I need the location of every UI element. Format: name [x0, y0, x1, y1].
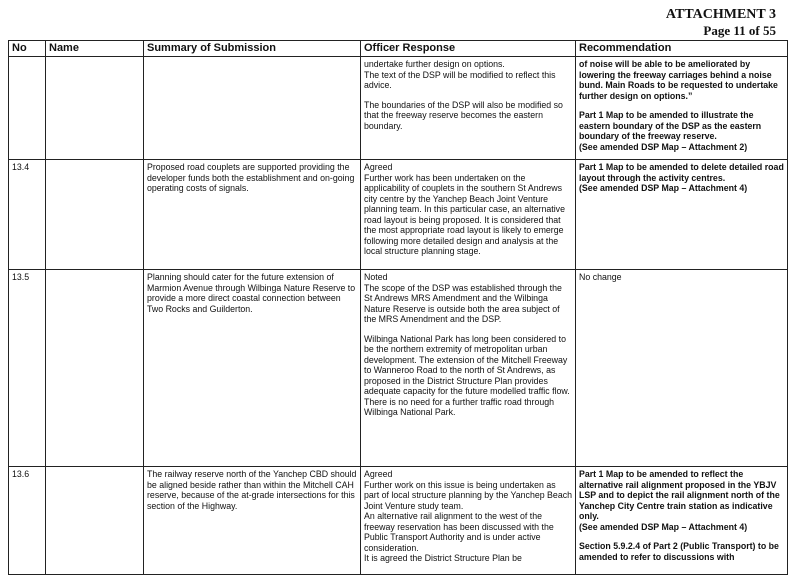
cell-no: [9, 467, 46, 575]
cell-summary: [144, 160, 361, 270]
cell-summary-paragraph: The railway reserve north of the Yanchep CBD should be aligned beside rather than within the Mitchell CAH reserve, because of the at-grade intersections for this section of the Highway.: [147, 469, 357, 511]
cell-recommendation-paragraph: Section 5.9.2.4 of Part 2 (Public Transport) to be amended to refer to discussions with: [579, 541, 779, 562]
cell-name: [46, 270, 144, 467]
cell-recommendation-paragraph: No change: [579, 272, 622, 282]
cell-response-paragraph: The boundaries of the DSP will also be modified so that the freeway reserve becomes the eastern boundary.: [364, 99, 563, 131]
table-row: [9, 57, 788, 160]
cell-recommendation: [576, 270, 788, 467]
cell-no: [9, 270, 46, 467]
table-body: [9, 57, 788, 575]
cell-no: [9, 57, 46, 160]
column-header-recommendation: Recommendation: [576, 41, 788, 57]
cell-recommendation: [576, 160, 788, 270]
cell-summary-paragraph: Planning should cater for the future extension of Marmion Avenue through Wilbinga Nature Reserve to provide a more direct coastal connection between Two Rocks and Guilderton.: [147, 272, 356, 314]
cell-no-paragraph: 13.5: [12, 272, 30, 282]
cell-recommendation-paragraph: Part 1 Map to be amended to illustrate the eastern boundary of the DSP as the eastern boundary of the freeway reserve. (See amended DSP Map – Attachment 2): [579, 110, 762, 152]
attachment-label: ATTACHMENT 3: [665, 7, 776, 22]
cell-summary-paragraph: Proposed road couplets are supported providing the developer funds both the establishment and on-going operating costs of signals.: [147, 162, 355, 193]
cell-name: [46, 57, 144, 160]
cell-no: [9, 160, 46, 270]
table-row: [9, 160, 788, 270]
cell-response-paragraph: Noted The scope of the DSP was established through the St Andrews MRS Amendment and the Wilbinga Nature Reserve is outside both the area subject of the MRS Amendment and the DSP.: [364, 272, 562, 324]
cell-recommendation-paragraph: Part 1 Map to be amended to reflect the alternative rail alignment proposed in the YBJV LSP and to depict the rail alignment north of the Yanchep City Centre train station as indicative only. (See amended DSP Map – Attachment 4): [579, 469, 780, 532]
column-header-response: Officer Response: [361, 41, 576, 57]
cell-response-paragraph: Wilbinga National Park has long been considered to be the northern extremity of metropolitan urban development. The extension of the Mitchell Freeway to Wanneroo Road to the north of St Andrews, as proposed in the District Structure Plan provides adequate capacity for the future modelled traffic flow. There is no need for a further traffic road through Wilbinga National Park.: [364, 333, 570, 417]
table-header-row: [9, 41, 788, 57]
cell-response: [361, 270, 576, 467]
cell-recommendation-paragraph: of noise will be able to be ameliorated by lowering the freeway carriages behind a noise bund. Main Roads to be requested to undertake further design on options.”: [579, 59, 778, 101]
cell-recommendation-paragraph: Part 1 Map to be amended to delete detailed road layout through the activity centres. (See amended DSP Map – Attachment 4): [579, 162, 784, 193]
cell-response: [361, 160, 576, 270]
cell-summary: [144, 467, 361, 575]
cell-recommendation: [576, 467, 788, 575]
table-row: [9, 270, 788, 467]
cell-response: [361, 57, 576, 160]
cell-summary: [144, 270, 361, 467]
cell-no-paragraph: 13.4: [12, 162, 30, 172]
cell-no-paragraph: 13.6: [12, 469, 30, 479]
cell-name: [46, 467, 144, 575]
cell-response: [361, 467, 576, 575]
page-number: Page 11 of 55: [703, 23, 776, 38]
cell-recommendation: [576, 57, 788, 160]
submissions-table: [8, 40, 788, 575]
cell-response-paragraph: undertake further design on options. The text of the DSP will be modified to reflect this advice.: [364, 59, 556, 90]
column-header-name: Name: [46, 41, 144, 57]
column-header-no: No: [9, 41, 46, 57]
column-header-summary: Summary of Submission: [144, 41, 361, 57]
cell-response-paragraph: Agreed Further work on this issue is being undertaken as part of local structure planning by the Yanchep Beach Joint Venture study team. An alternative rail alignment to the west of the freeway reservation has been discussed with the Public Transport Authority and is under active consideration. It is agreed the District Structure Plan be: [364, 469, 572, 563]
cell-response-paragraph: Agreed Further work has been undertaken on the applicability of couplets in the southern St Andrews city centre by the Yanchep Beach Joint Venture planning team. In this particular case, an alternative road layout is being proposed. It is considered that the most appropriate road layout is likely to emerge following more detailed design and analysis at the local structure planning stage.: [364, 162, 565, 256]
cell-summary: [144, 57, 361, 160]
cell-name: [46, 160, 144, 270]
table-row: [9, 467, 788, 575]
